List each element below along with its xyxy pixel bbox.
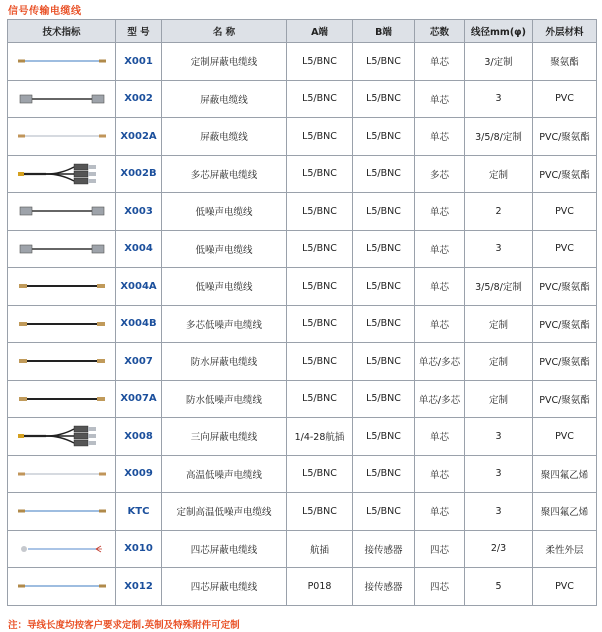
cable-image-cell bbox=[8, 230, 116, 268]
cell-a-end: L5/BNC bbox=[287, 380, 353, 418]
dark-cable-icon bbox=[8, 349, 115, 373]
four-core-cable-icon bbox=[8, 537, 115, 561]
cable-image-cell bbox=[8, 305, 116, 343]
cell-model: X007 bbox=[116, 343, 162, 381]
cell-diameter: 3/定制 bbox=[465, 43, 533, 81]
table-row bbox=[8, 493, 597, 531]
cell-model: X004B bbox=[116, 305, 162, 343]
cell-cores: 多芯 bbox=[415, 155, 465, 193]
cell-a-end: L5/BNC bbox=[287, 455, 353, 493]
cell-material: PVC bbox=[533, 230, 597, 268]
bnc-cable-icon bbox=[8, 199, 115, 223]
cell-name: 低噪声电缆线 bbox=[162, 268, 287, 306]
cell-diameter: 定制 bbox=[465, 155, 533, 193]
cell-b-end: 接传感器 bbox=[353, 568, 415, 606]
cell-cores: 单芯 bbox=[415, 80, 465, 118]
page-title: 信号传输电缆线 bbox=[8, 6, 82, 17]
cell-a-end: L5/BNC bbox=[287, 343, 353, 381]
cell-model: X004 bbox=[116, 230, 162, 268]
cell-material: 柔性外层 bbox=[533, 530, 597, 568]
table-row bbox=[8, 230, 597, 268]
cell-b-end: L5/BNC bbox=[353, 193, 415, 231]
cable-image-cell bbox=[8, 493, 116, 531]
cell-model: X010 bbox=[116, 530, 162, 568]
cell-name: 四芯屏蔽电缆线 bbox=[162, 568, 287, 606]
cell-model: X001 bbox=[116, 43, 162, 81]
table-row bbox=[8, 268, 597, 306]
header-model: 型 号 bbox=[116, 20, 162, 43]
cell-cores: 四芯 bbox=[415, 568, 465, 606]
table-row bbox=[8, 568, 597, 606]
cell-model: KTC bbox=[116, 493, 162, 531]
cell-model: X003 bbox=[116, 193, 162, 231]
cell-b-end: L5/BNC bbox=[353, 118, 415, 156]
thin-white-cable-icon bbox=[8, 462, 115, 486]
cell-model: X002B bbox=[116, 155, 162, 193]
cell-material: PVC/聚氨酯 bbox=[533, 118, 597, 156]
thin-blue-cable-icon bbox=[8, 49, 115, 73]
cable-image-cell bbox=[8, 530, 116, 568]
cable-image-cell bbox=[8, 418, 116, 456]
bnc-cable-icon bbox=[8, 87, 115, 111]
cell-diameter: 定制 bbox=[465, 380, 533, 418]
cell-diameter: 3 bbox=[465, 418, 533, 456]
cell-model: X008 bbox=[116, 418, 162, 456]
cell-material: PVC/聚氨酯 bbox=[533, 305, 597, 343]
cell-name: 多芯屏蔽电缆线 bbox=[162, 155, 287, 193]
cell-diameter: 2/3 bbox=[465, 530, 533, 568]
thin-blue-cable-icon bbox=[8, 574, 115, 598]
cell-b-end: L5/BNC bbox=[353, 155, 415, 193]
table-row bbox=[8, 155, 597, 193]
cell-diameter: 定制 bbox=[465, 305, 533, 343]
cell-cores: 单芯 bbox=[415, 43, 465, 81]
cell-diameter: 3 bbox=[465, 493, 533, 531]
cell-a-end: L5/BNC bbox=[287, 230, 353, 268]
cell-diameter: 3 bbox=[465, 230, 533, 268]
cell-name: 四芯屏蔽电缆线 bbox=[162, 530, 287, 568]
cell-material: PVC bbox=[533, 193, 597, 231]
cell-a-end: L5/BNC bbox=[287, 305, 353, 343]
cell-name: 高温低噪声电缆线 bbox=[162, 455, 287, 493]
multi-core-cable-icon bbox=[8, 162, 115, 186]
cell-material: 聚四氟乙烯 bbox=[533, 455, 597, 493]
cell-name: 屏蔽电缆线 bbox=[162, 80, 287, 118]
cell-b-end: L5/BNC bbox=[353, 230, 415, 268]
cell-cores: 四芯 bbox=[415, 530, 465, 568]
cell-diameter: 3 bbox=[465, 80, 533, 118]
cell-name: 防水低噪声电缆线 bbox=[162, 380, 287, 418]
cell-model: X009 bbox=[116, 455, 162, 493]
cable-image-cell bbox=[8, 343, 116, 381]
cell-a-end: L5/BNC bbox=[287, 268, 353, 306]
cable-image-cell bbox=[8, 455, 116, 493]
header-diameter: 线径mm(φ) bbox=[465, 20, 533, 43]
cell-a-end: L5/BNC bbox=[287, 493, 353, 531]
table-row bbox=[8, 193, 597, 231]
table-row bbox=[8, 118, 597, 156]
header-spec: 技术指标 bbox=[8, 20, 116, 43]
cell-b-end: L5/BNC bbox=[353, 343, 415, 381]
cell-material: PVC bbox=[533, 80, 597, 118]
cell-a-end: L5/BNC bbox=[287, 118, 353, 156]
cell-material: PVC bbox=[533, 418, 597, 456]
cell-cores: 单芯/多芯 bbox=[415, 343, 465, 381]
cell-material: PVC/聚氨酯 bbox=[533, 343, 597, 381]
header-a-end: A端 bbox=[287, 20, 353, 43]
cell-b-end: 接传感器 bbox=[353, 530, 415, 568]
cable-image-cell bbox=[8, 268, 116, 306]
cell-cores: 单芯 bbox=[415, 418, 465, 456]
dark-cable-icon bbox=[8, 312, 115, 336]
cell-model: X002A bbox=[116, 118, 162, 156]
cell-b-end: L5/BNC bbox=[353, 305, 415, 343]
table-row bbox=[8, 305, 597, 343]
cell-cores: 单芯 bbox=[415, 305, 465, 343]
table-row bbox=[8, 43, 597, 81]
cell-b-end: L5/BNC bbox=[353, 80, 415, 118]
cell-name: 多芯低噪声电缆线 bbox=[162, 305, 287, 343]
cable-image-cell bbox=[8, 118, 116, 156]
cell-material: 聚氨酯 bbox=[533, 43, 597, 81]
header-cores: 芯数 bbox=[415, 20, 465, 43]
dark-cable-icon bbox=[8, 387, 115, 411]
cell-a-end: 1/4-28航插 bbox=[287, 418, 353, 456]
cell-material: PVC/聚氨酯 bbox=[533, 380, 597, 418]
cable-image-cell bbox=[8, 193, 116, 231]
cell-b-end: L5/BNC bbox=[353, 455, 415, 493]
cell-diameter: 3 bbox=[465, 455, 533, 493]
thin-white-cable-icon bbox=[8, 124, 115, 148]
cell-diameter: 定制 bbox=[465, 343, 533, 381]
cell-b-end: L5/BNC bbox=[353, 493, 415, 531]
cell-cores: 单芯 bbox=[415, 230, 465, 268]
cell-b-end: L5/BNC bbox=[353, 380, 415, 418]
cell-model: X007A bbox=[116, 380, 162, 418]
cell-model: X012 bbox=[116, 568, 162, 606]
cell-a-end: L5/BNC bbox=[287, 193, 353, 231]
table-row bbox=[8, 380, 597, 418]
cell-name: 低噪声电缆线 bbox=[162, 193, 287, 231]
header-material: 外层材料 bbox=[533, 20, 597, 43]
cable-image-cell bbox=[8, 568, 116, 606]
cell-name: 低噪声电缆线 bbox=[162, 230, 287, 268]
cell-name: 定制高温低噪声电缆线 bbox=[162, 493, 287, 531]
cell-diameter: 3/5/8/定制 bbox=[465, 118, 533, 156]
table-row bbox=[8, 455, 597, 493]
cell-model: X002 bbox=[116, 80, 162, 118]
footer-note: 注：导线长度均按客户要求定制.英制及特殊附件可定制 bbox=[8, 620, 240, 631]
table-row bbox=[8, 530, 597, 568]
cell-name: 三向屏蔽电缆线 bbox=[162, 418, 287, 456]
cell-diameter: 5 bbox=[465, 568, 533, 606]
cell-model: X004A bbox=[116, 268, 162, 306]
cell-b-end: L5/BNC bbox=[353, 43, 415, 81]
cell-cores: 单芯 bbox=[415, 118, 465, 156]
cell-a-end: L5/BNC bbox=[287, 155, 353, 193]
cell-material: PVC/聚氨酯 bbox=[533, 155, 597, 193]
cell-name: 防水屏蔽电缆线 bbox=[162, 343, 287, 381]
table-row bbox=[8, 418, 597, 456]
cell-cores: 单芯 bbox=[415, 455, 465, 493]
cable-image-cell bbox=[8, 80, 116, 118]
cell-b-end: L5/BNC bbox=[353, 418, 415, 456]
cell-a-end: P018 bbox=[287, 568, 353, 606]
header-b-end: B端 bbox=[353, 20, 415, 43]
thin-blue-cable-icon bbox=[8, 499, 115, 523]
cell-a-end: 航插 bbox=[287, 530, 353, 568]
cell-a-end: L5/BNC bbox=[287, 43, 353, 81]
dark-cable-icon bbox=[8, 274, 115, 298]
cell-cores: 单芯/多芯 bbox=[415, 380, 465, 418]
cell-cores: 单芯 bbox=[415, 493, 465, 531]
cable-image-cell bbox=[8, 43, 116, 81]
cell-material: 聚四氟乙烯 bbox=[533, 493, 597, 531]
cable-spec-table bbox=[7, 19, 597, 606]
cell-name: 屏蔽电缆线 bbox=[162, 118, 287, 156]
cell-material: PVC/聚氨酯 bbox=[533, 268, 597, 306]
cell-cores: 单芯 bbox=[415, 268, 465, 306]
cell-b-end: L5/BNC bbox=[353, 268, 415, 306]
cable-image-cell bbox=[8, 155, 116, 193]
cell-name: 定制屏蔽电缆线 bbox=[162, 43, 287, 81]
cable-image-cell bbox=[8, 380, 116, 418]
cell-diameter: 2 bbox=[465, 193, 533, 231]
cell-material: PVC bbox=[533, 568, 597, 606]
header-name: 名 称 bbox=[162, 20, 287, 43]
cell-cores: 单芯 bbox=[415, 193, 465, 231]
multi-core-cable-icon bbox=[8, 424, 115, 448]
cell-a-end: L5/BNC bbox=[287, 80, 353, 118]
bnc-cable-icon bbox=[8, 237, 115, 261]
cell-diameter: 3/5/8/定制 bbox=[465, 268, 533, 306]
table-row bbox=[8, 343, 597, 381]
header-row bbox=[8, 20, 597, 43]
table-row bbox=[8, 80, 597, 118]
